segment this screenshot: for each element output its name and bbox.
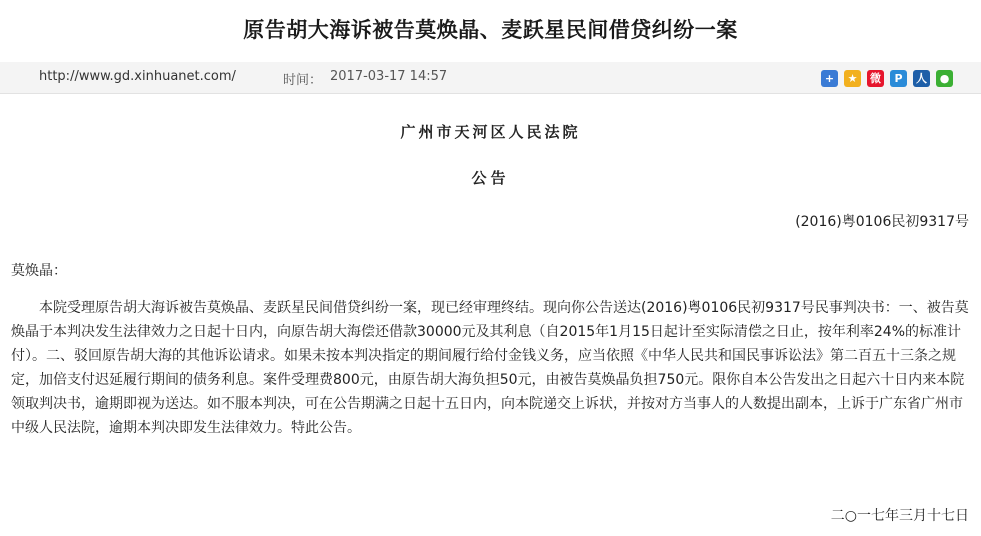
notice-body-text: 本院受理原告胡大海诉被告莫焕晶、麦跃星民间借贷纠纷一案，现已经审理终结。现向你公告送达(2016)粤0106民初9317号民事判决书：一、被告莫焕晶于本判决发生法律效力之日起十日内，向原告胡大海偿还借款30000元及其利息（自2015年1月15日起计至实际清偿之日止，按年利率24%的标准计付）。二、驳回原告胡大海的其他诉讼请求。如果未按本判决指定的期间履行给付金钱义务，应当依照《中华人民共和国民事诉讼法》第二百五十三条之规定，加倍支付迟延履行期间的债务利息。案件受理费800元，由原告胡大海负担50元，由被告莫焕晶负担750元。限你自本公告发出之日起六十日内来本院领取判决书，逾期即视为送达。如不服本判决，可在公告期满之日起十五日内，向本院递交上诉状，并按对方当事人的人数提出副本，上诉于广东省广州市中级人民法院，逾期本判决即发生法律效力。特此公告。: [11, 300, 969, 436]
wechat-icon[interactable]: ●: [936, 70, 953, 87]
source-url-link[interactable]: http://www.gd.xinhuanet.com/: [39, 69, 236, 84]
notice-date: 二○一七年三月十七日: [830, 508, 969, 524]
qzone-icon[interactable]: ★: [844, 70, 861, 87]
tencent-weibo-icon[interactable]: P: [890, 70, 907, 87]
court-name: 广州市天河区人民法院: [400, 123, 581, 141]
meta-bar: [0, 62, 981, 94]
case-number: (2016)粤0106民初9317号: [795, 214, 969, 230]
publish-time: 2017-03-17 14:57: [330, 69, 448, 84]
share-more-icon[interactable]: +: [821, 70, 838, 87]
time-label: 时间：: [283, 73, 323, 88]
notice-heading: 公告: [471, 169, 510, 187]
page-title: 原告胡大海诉被告莫焕晶、麦跃星民间借贷纠纷一案: [243, 18, 738, 42]
renren-icon[interactable]: 人: [913, 70, 930, 87]
weibo-icon[interactable]: 微: [867, 70, 884, 87]
addressee: 莫焕晶：: [11, 263, 67, 279]
share-toolbar: [821, 70, 953, 87]
